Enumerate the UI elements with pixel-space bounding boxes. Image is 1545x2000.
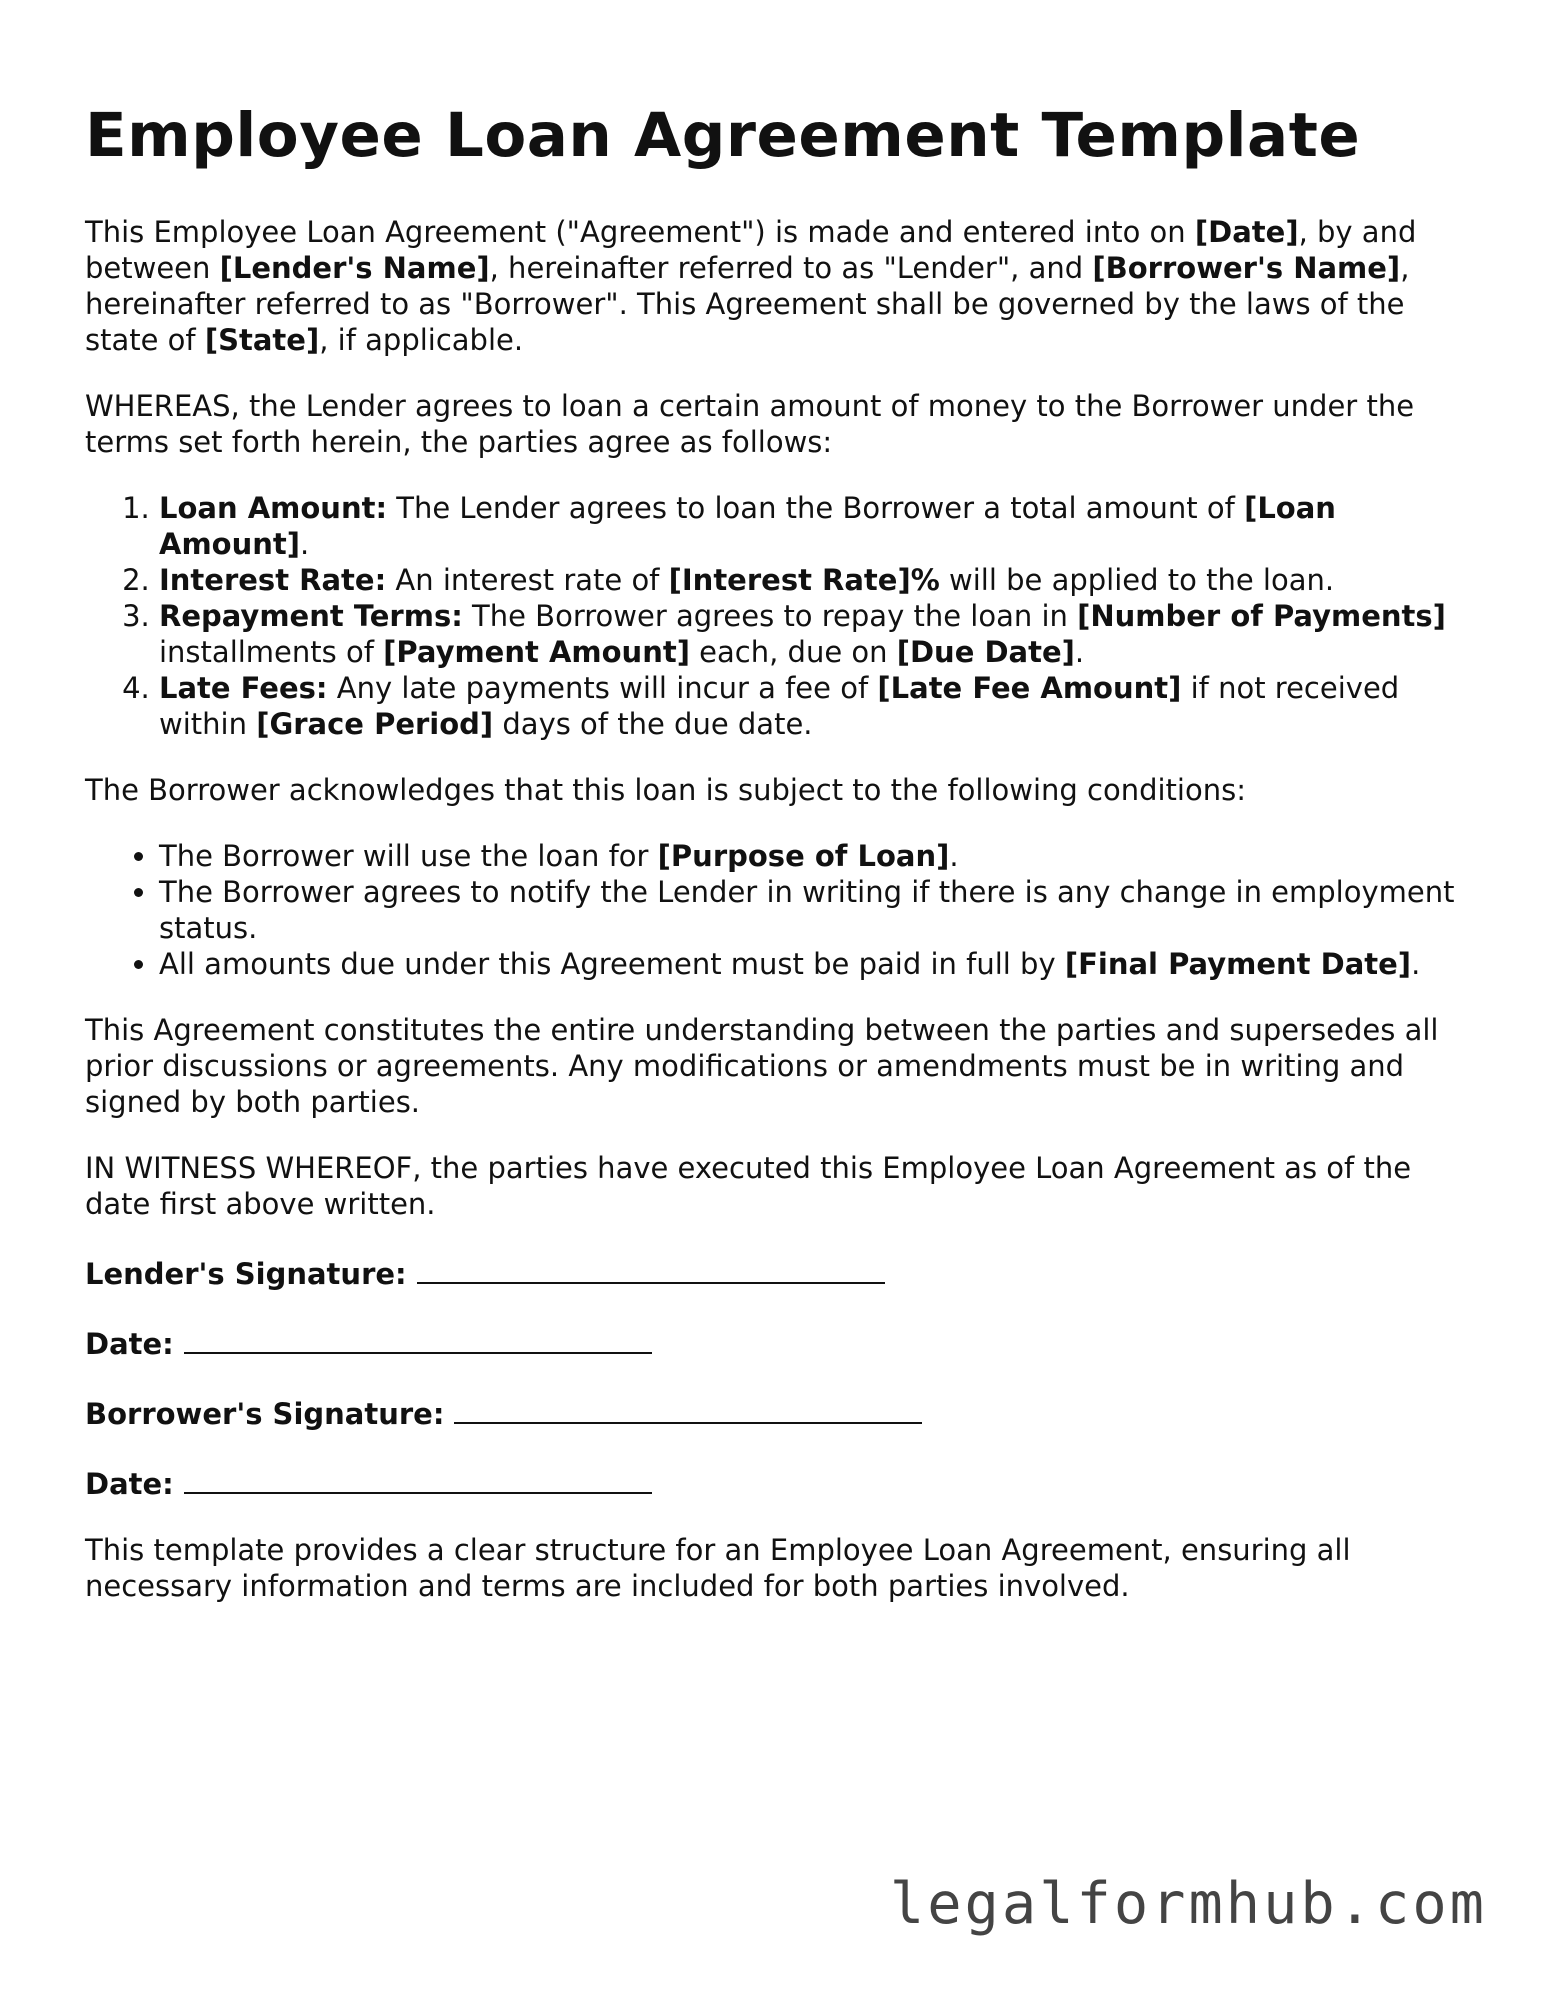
- lender-signature-field[interactable]: [417, 1252, 885, 1284]
- term-text: if not received within: [159, 671, 1400, 741]
- term-text: Any late payments will incur a fee of: [327, 671, 878, 705]
- condition-text: .: [949, 839, 959, 873]
- term-text: The Lender agrees to loan the Borrower a total amount of: [387, 491, 1245, 525]
- watermark: legalformhub.com: [889, 1871, 1487, 1937]
- condition-purpose: [159, 838, 1460, 874]
- condition-text: .: [1411, 947, 1421, 981]
- borrower-date-field[interactable]: [184, 1462, 652, 1494]
- borrower-date-label: Date:: [85, 1467, 174, 1501]
- final-payment-date-placeholder: [Final Payment Date]: [1064, 947, 1412, 981]
- lender-date-field[interactable]: [184, 1322, 652, 1354]
- term-text: .: [300, 527, 310, 561]
- closing-paragraph: This template provides a clear structure for an Employee Loan Agreement, ensuring all necessary information and terms are included for both parties involved.: [85, 1533, 1351, 1603]
- lender-signature-line: [85, 1252, 1460, 1292]
- term-label: Repayment Terms:: [159, 599, 463, 633]
- condition-text: The Borrower will use the loan for: [159, 839, 658, 873]
- late-fee-amount-placeholder: [Late Fee Amount]: [877, 671, 1182, 705]
- payment-amount-placeholder: [Payment Amount]: [383, 635, 690, 669]
- term-text: An interest rate of: [386, 563, 669, 597]
- borrower-name-placeholder: [Borrower's Name]: [1092, 251, 1401, 285]
- condition-text: All amounts due under this Agreement must be paid in full by: [159, 947, 1065, 981]
- term-text: each, due on: [689, 635, 897, 669]
- state-placeholder: [State]: [204, 323, 320, 357]
- term-repayment: [159, 598, 1460, 670]
- intro-paragraph: [85, 214, 1460, 358]
- intro-text: This Employee Loan Agreement ("Agreement") is made and entered into on: [85, 215, 1195, 249]
- borrower-date-line: [85, 1462, 1460, 1502]
- witness-paragraph: IN WITNESS WHEREOF, the parties have executed this Employee Loan Agreement as of the date first above written.: [85, 1151, 1412, 1221]
- term-label: Loan Amount:: [159, 491, 388, 525]
- term-interest-rate: [159, 562, 1460, 598]
- document-title: Employee Loan Agreement Template: [85, 100, 1361, 171]
- term-text: The Borrower agrees to repay the loan in: [462, 599, 1078, 633]
- number-of-payments-placeholder: [Number of Payments]: [1077, 599, 1446, 633]
- term-text: installments of: [159, 635, 384, 669]
- borrower-signature-field[interactable]: [454, 1392, 922, 1424]
- term-text: days of the due date.: [493, 707, 813, 741]
- term-label: Late Fees:: [159, 671, 328, 705]
- condition-notify: • The Borrower agrees to notify the Lender in writing if there is any change in employment status.: [159, 874, 1460, 946]
- borrower-signature-label: Borrower's Signature:: [85, 1397, 445, 1431]
- document-page: [85, 100, 1460, 1634]
- term-loan-amount: [159, 490, 1460, 562]
- term-late-fees: [159, 670, 1460, 742]
- lender-date-line: [85, 1322, 1460, 1362]
- whereas-paragraph: WHEREAS, the Lender agrees to loan a certain amount of money to the Borrower under the terms set forth herein, the parties agree as follows:: [85, 389, 1415, 459]
- term-text: .: [1074, 635, 1085, 669]
- lender-signature-label: Lender's Signature:: [85, 1257, 407, 1291]
- term-text: will be applied to the loan.: [939, 563, 1335, 597]
- purpose-placeholder: [Purpose of Loan]: [657, 839, 950, 873]
- intro-text: , by and between: [85, 215, 1417, 285]
- due-date-placeholder: [Due Date]: [896, 635, 1075, 669]
- date-placeholder: [Date]: [1194, 215, 1299, 249]
- interest-rate-placeholder: [Interest Rate]%: [668, 563, 940, 597]
- intro-text: , hereinafter referred to as "Lender", and: [489, 251, 1093, 285]
- lender-name-placeholder: [Lender's Name]: [219, 251, 490, 285]
- borrower-signature-line: [85, 1392, 1460, 1432]
- term-label: Interest Rate:: [159, 563, 387, 597]
- condition-final-payment: [159, 946, 1460, 982]
- entire-agreement-paragraph: This Agreement constitutes the entire understanding between the parties and supersedes all prior discussions or agreements. Any modifications or amendments must be in writing and signed by both parties.: [85, 1013, 1439, 1119]
- lender-date-label: Date:: [85, 1327, 174, 1361]
- grace-period-placeholder: [Grace Period]: [256, 707, 494, 741]
- intro-text: , hereinafter referred to as "Borrower". This Agreement shall be governed by the laws of the state of: [85, 251, 1410, 357]
- conditions-intro: The Borrower acknowledges that this loan is subject to the following conditions:: [85, 773, 1246, 807]
- intro-text: , if applicable.: [319, 323, 524, 357]
- conditions-list: [85, 838, 1460, 982]
- terms-list: [85, 490, 1460, 742]
- loan-amount-placeholder: [Loan Amount]: [159, 491, 1336, 561]
